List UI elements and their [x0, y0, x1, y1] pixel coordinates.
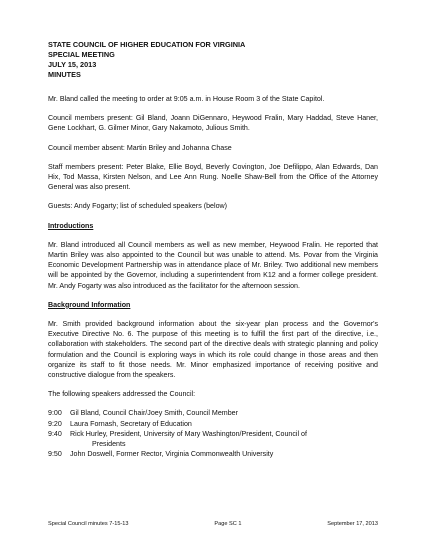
- background-paragraph: Mr. Smith provided background information about the six-year plan process and the Governor's Executive Directive No. 6. The purpose of this meeting is to fulfill the first part of the directive, i.e., collaboration with stakeholders. The second part of the directive deals with strategic planning and policy formulation and the Council is exploring ways in which its role could change in those areas and then organize its staff to fit those needs. Mr. Minor emphasized importance of receiving positive and constructive dialogue from the speakers.: [48, 320, 378, 380]
- schedule-speaker: [70, 429, 378, 449]
- members-absent-paragraph: Council member absent: Martin Briley and Johanna Chase: [48, 143, 232, 152]
- schedule-row: [48, 408, 378, 418]
- schedule-speaker-continuation: Presidents: [92, 440, 126, 449]
- schedule-time: 9:50: [48, 450, 62, 459]
- schedule-time: 9:00: [48, 409, 62, 418]
- staff-present-paragraph: Staff members present: Peter Blake, Ellie Boyd, Beverly Covington, Joe Defilippo, Alan Edwards, Dan Hix, Tod Massa, Kirsten Nelson, and Lee Ann Rung. Noelle Shaw-Bell from the Office of the Attorney General was also present.: [48, 162, 378, 192]
- footer-page-number: Page SC 1: [214, 521, 242, 527]
- schedule-row: [48, 429, 378, 449]
- guests-paragraph: Guests: Andy Fogarty; list of scheduled speakers (below): [48, 202, 228, 211]
- header-council-name: STATE COUNCIL OF HIGHER EDUCATION FOR VIRGINIA: [48, 40, 246, 49]
- schedule-speaker: John Doswell, Former Rector, Virginia Commonwealth University: [70, 450, 274, 459]
- background-heading: Background Information: [48, 300, 131, 309]
- schedule-row: [48, 419, 378, 429]
- page-footer: [48, 520, 378, 528]
- members-present-paragraph: Council members present: Gil Bland, Joann DiGennaro, Heywood Fralin, Mary Haddad, Steve Haner, Gene Lockhart, G. Gilmer Minor, Gary Nakamoto, Julious Smith.: [48, 114, 378, 133]
- speakers-intro: The following speakers addressed the Council:: [48, 390, 196, 399]
- schedule-time: 9:20: [48, 419, 62, 428]
- header-minutes-label: MINUTES: [48, 70, 81, 79]
- speaker-schedule: [48, 408, 378, 459]
- footer-date: September 17, 2013: [327, 521, 378, 527]
- schedule-speaker: Laura Fornash, Secretary of Education: [70, 419, 192, 428]
- document-body: [48, 40, 378, 459]
- schedule-speaker: Gil Bland, Council Chair/Joey Smith, Council Member: [70, 409, 238, 418]
- document-header: [48, 40, 378, 80]
- introductions-heading: Introductions: [48, 221, 94, 230]
- schedule-time: 9:40: [48, 429, 62, 438]
- call-to-order-paragraph: Mr. Bland called the meeting to order at 9:05 a.m. in House Room 3 of the State Capitol.: [48, 95, 325, 103]
- introductions-paragraph: Mr. Bland introduced all Council members as well as new member, Heywood Fralin. He reported that Martin Briley was also appointed to the Council but was unable to attend. Ms. Povar from the Virginia Economic Development Partnership was in attendance place of Mr. Briley. Two additional new members will be appointed by the Governor, including a superintendent from K12 and a former college president. Mr. Andy Fogarty was also introduced as the facilitator for the afternoon session.: [48, 240, 378, 290]
- schedule-speaker-line: Rick Hurley, President, University of Mary Washington/President, Council of: [70, 429, 307, 438]
- footer-document-name: Special Council minutes 7-15-13: [48, 521, 129, 527]
- header-meeting-type: SPECIAL MEETING: [48, 50, 115, 59]
- header-date: JULY 15, 2013: [48, 60, 97, 69]
- schedule-row: [48, 449, 378, 459]
